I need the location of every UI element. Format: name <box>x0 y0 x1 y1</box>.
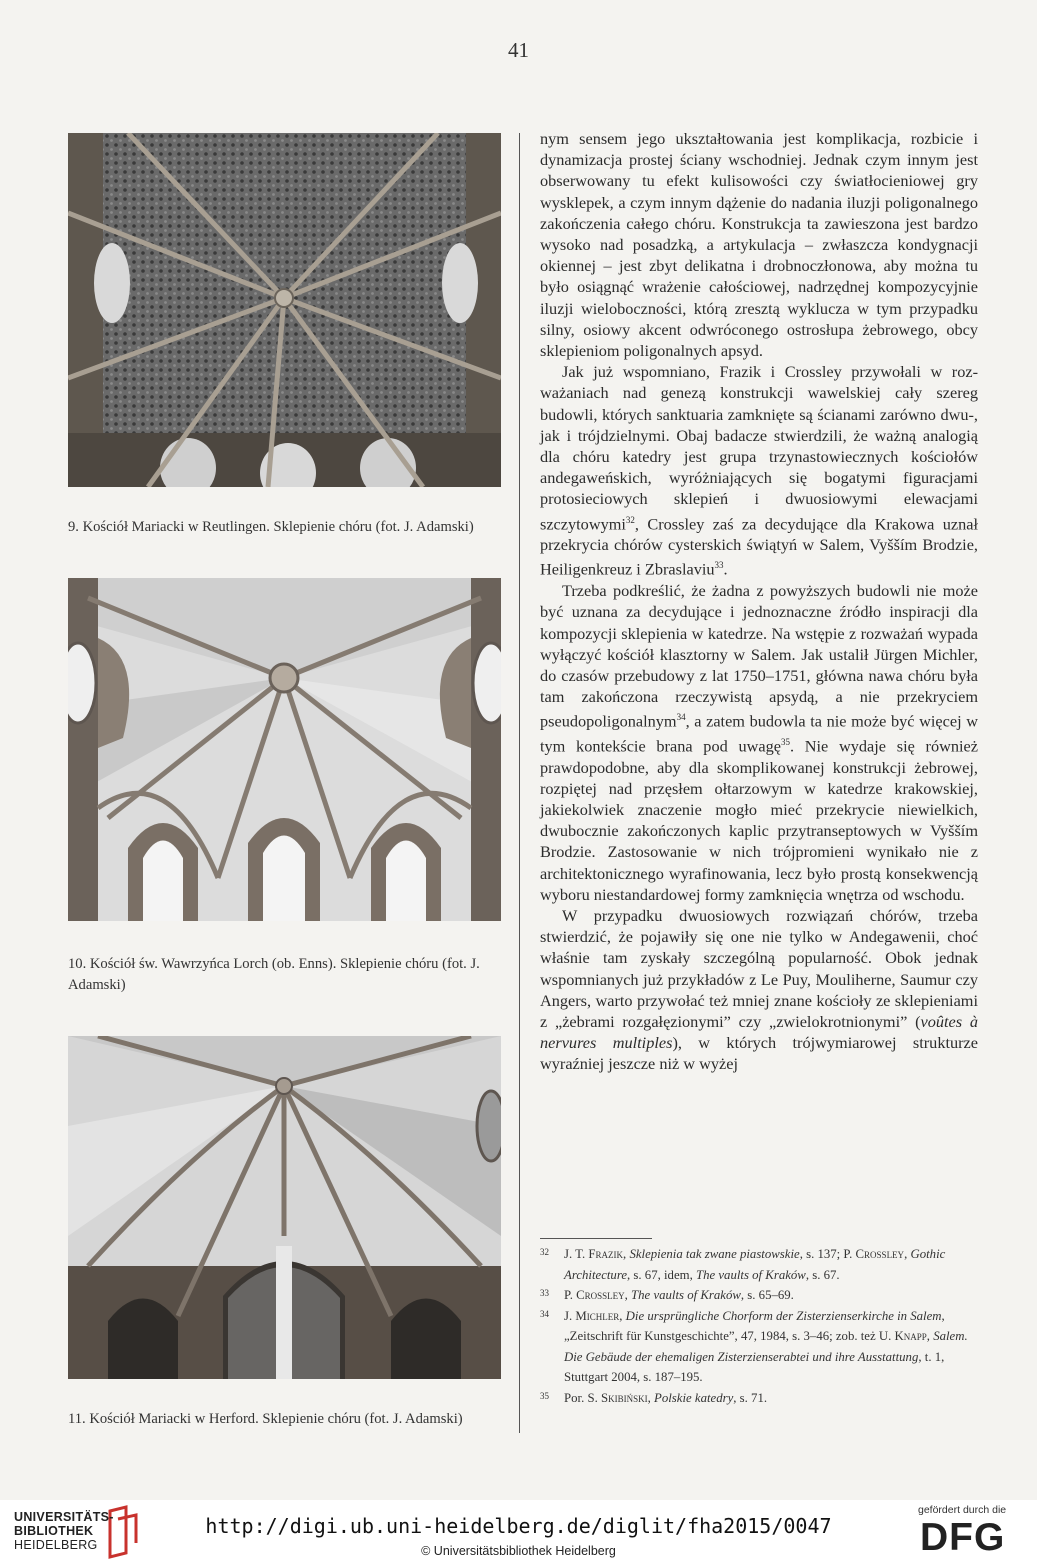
figure-10-photo <box>68 578 501 921</box>
permalink-url[interactable]: http://digi.ub.uni-heidelberg.de/diglit/fha2015/0047 <box>205 1514 832 1538</box>
figure-10-caption: 10. Kościół św. Wawrzyńca Lorch (ob. Enns). Sklepienie chóru (fot. J. Adamski) <box>68 956 480 993</box>
footnote-ref-33[interactable]: 33 <box>714 560 724 571</box>
figure-11-caption: 11. Kościół Mariacki w Herford. Sklepienie chóru (fot. J. Adamski) <box>68 1411 463 1427</box>
page-number: 41 <box>508 38 529 62</box>
figure-11-photo <box>68 1036 501 1379</box>
body-text <box>540 128 978 1075</box>
footnote-32: 32 J. T. Frazik, Sklepienia tak zwane piastowskie, s. 137; P. Crossley, Gothic Architecture, s. 67, idem, The vaults of Kraków, s. 67. <box>540 1247 946 1282</box>
figure-9-caption: 9. Kościół Mariacki w Reutlingen. Sklepienie chóru (fot. J. Adamski) <box>68 519 474 535</box>
column-divider <box>519 133 520 1433</box>
copyright-notice: © Universitätsbibliothek Heidelberg <box>421 1544 616 1558</box>
footnote-ref-34[interactable]: 34 <box>676 712 686 723</box>
figure-9-photo <box>68 133 501 487</box>
paragraph-4: W przypadku dwuosiowych rozwiązań chórów, trzeba stwierdzić, że pojawiły się one nie tylko w Andegawenii, choć właśnie tam zyskały szczególną popularność. Obok jednak wspomnianych już przykładów z Le Puy, Mouliherne, Saumur czy Angers, warto przywołać też mniej znane kościoły ze sklepieniami z „żebrami rozgałęzionymi” czy „zwielokrotnionymi” (voûtes à nervures multiples), w których trójwymiarowej strukturze wyraźniej jeszcze niż w wyżej <box>540 906 979 1074</box>
footnotes <box>540 1244 985 1408</box>
funding-label: gefördert durch die <box>918 1504 1007 1516</box>
footnote-ref-32[interactable]: 32 <box>625 514 635 525</box>
paragraph-1: nym sensem jego ukształtowania jest komplikacja, rozbicie i dynamizacja prostej ściany wschodniej. Jednak czym innym jest obserwowany tu efekt kulisowości czy światłocieniowej gry wysklepek, a czym innym dążenie do nadania iluzji poligonalnego zakończenia całego chóru. Konstrukcja ta zawieszona jest bardzo wysoko nad posadzką, a artykulacja – zwłaszcza kondygnacji okiennej – jest zbyt delikatna i drobnoczłonowa, aby można tu było osiągnąć wrażenie całościowej, nadrzędnej kompozycyjnie iluzji wieloboczności, którą zresztą wyklucza w tym przypadku silny, osiowy akcent odwróconego ostrosłupa żebrowego, obcy sklepieniom poligonalnych apsyd. <box>540 129 978 361</box>
footnote-34: 34 J. Michler, Die ursprüngliche Chorform der Zisterzienserkirche in Salem, „Zeitschrift für Kunstgeschichte”, 47, 1984, s. 3–46; zob. też U. Knapp, Salem. Die Gebäude der ehemaligen Zisterzienserabtei und ihre Ausstattung, t. 1, Stuttgart 2004, s. 187–195. <box>540 1308 968 1384</box>
paragraph-3: Trzeba podkreślić, że żadna z powyższych budowli nie może być uznana za decydujące i jednoznaczne źródło inspiracji dla kompozycji sklepienia w katedrze. Na wstępie z rozważań wypada wyłączyć kościół klasztorny w Salem. Jak ustalił Jürgen Michler, do czasów przebudowy z lat 1750–1751, główna nawa chóru była tam zakończona rzeczywistą apsydą, a nie przekryciem pseudopoligonalnym$^{34}$, a zatem budowla ta nie może być więcej w tym kontekście brana pod uwagę$^{35}$. Nie wydaje się również prawdopodobne, aby dla skomplikowanej konstrukcji żebrowej, rozpiętej nad przęsłem ołtarzowym w katedrze krakowskiej, jakiekolwiek znaczenie mogło mieć przekrycie niewielkich, dwubocznie zakończonych kaplic przytranseptowych w Vyšším Brodzie. Zastosowanie w nich trójpromieni wynikało nie z architektonicznego wyrafinowania, lecz było prostą konsekwencją wyboru niestandardowej formy zamknięcia wnętrza od wschodu. <box>540 581 978 904</box>
footnote-35: 35 Por. S. Skibiński, Polskie katedry, s. 71. <box>540 1390 768 1405</box>
dfg-logo[interactable]: DFG <box>920 1516 1006 1559</box>
footnote-33: 33 P. Crossley, The vaults of Kraków, s. 65–69. <box>540 1288 794 1302</box>
footnote-ref-35[interactable]: 35 <box>780 736 790 747</box>
footnote-separator <box>540 1238 652 1239</box>
paragraph-2: Jak już wspomniano, Frazik i Crossley przywołali w rozważaniach nad genezą konstrukcji wawelskiej cały szereg budowli, których sanktuaria zamknięte są ścianami zarówno dwu-, jak i trójdzielnymi. Obaj badacze stwierdzili, że ważną analogią dla chóru katedry jest grupa trzynastowiecznych kościołów andegaweńskich, wyróżniających się bogatymi figuracjami protosieciowych sklepień i dwuosiowymi elewacjami szczytowymi$^{32}$, Crossley zaś za decydujące dla Krakowa uznał przekrycia chórów cysterskich świątyń w Salem, Vyšším Brodzie, Heiligenkreuz i Zbraslaviu$^{33}$. <box>540 362 978 579</box>
library-name[interactable]: UNIVERSITÄTS- BIBLIOTHEK HEIDELBERG <box>14 1510 114 1552</box>
